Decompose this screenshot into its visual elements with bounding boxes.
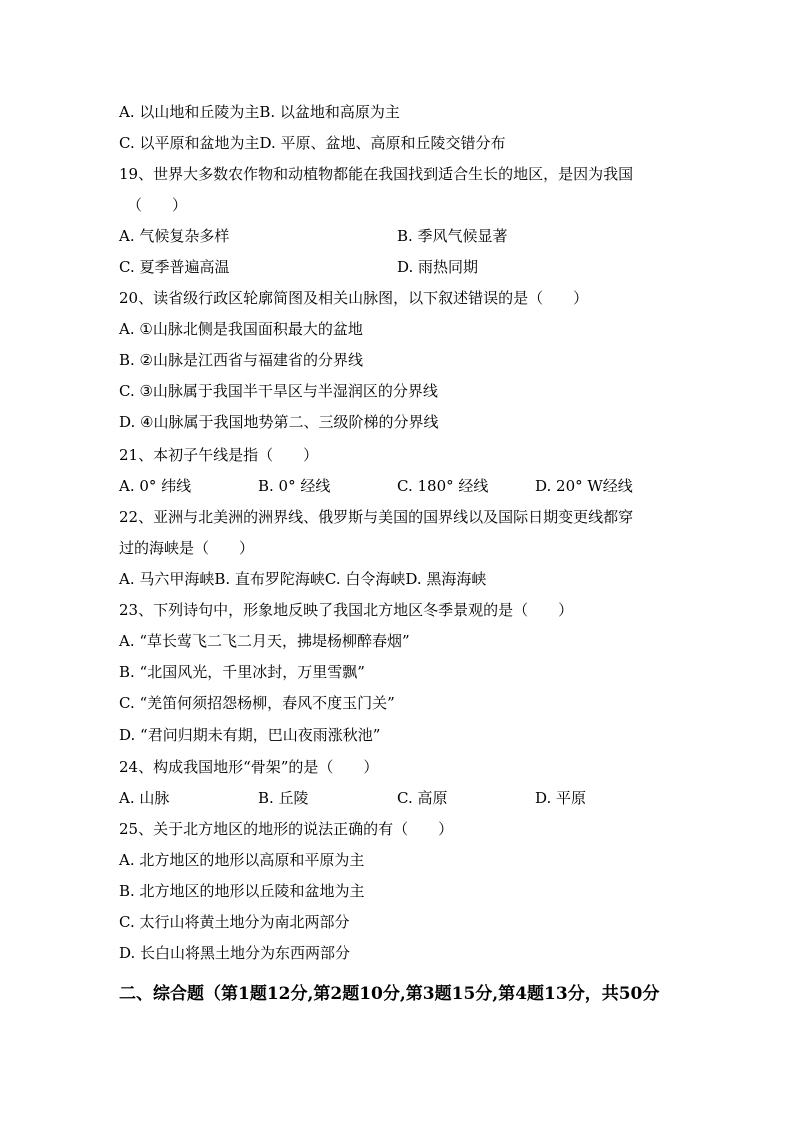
q22-text-cont: 过的海峡是（ ） bbox=[119, 539, 255, 557]
q25-option-b: B. 北方地区的地形以丘陵和盆地为主 bbox=[119, 882, 365, 900]
q21-option-a: A. 0° 纬线 bbox=[119, 477, 192, 495]
q24-option-d: D. 平原 bbox=[535, 789, 587, 807]
q18-options-cd: C. 以平原和盆地为主D. 平原、盆地、高原和丘陵交错分布 bbox=[119, 134, 506, 152]
q20-option-c: C. ③山脉属于我国半干旱区与半湿润区的分界线 bbox=[119, 382, 438, 400]
q19-text: 19、世界大多数农作物和动植物都能在我国找到适合生长的地区，是因为我国 bbox=[119, 165, 634, 183]
q20-option-a: A. ①山脉北侧是我国面积最大的盆地 bbox=[119, 320, 363, 338]
q25-option-d: D. 长白山将黑土地分为东西两部分 bbox=[119, 944, 351, 962]
q19-option-c: C. 夏季普遍高温 bbox=[119, 258, 230, 276]
q18-options-ab: A. 以山地和丘陵为主B. 以盆地和高原为主 bbox=[119, 103, 400, 121]
q24-option-c: C. 高原 bbox=[397, 789, 448, 807]
q21-option-d: D. 20° W经线 bbox=[535, 477, 633, 495]
q24-option-a: A. 山脉 bbox=[119, 789, 170, 807]
q21-option-b: B. 0° 经线 bbox=[258, 477, 331, 495]
q25-text: 25、关于北方地区的地形的说法正确的有（ ） bbox=[119, 820, 454, 838]
q24-text: 24、构成我国地形“骨架”的是（ ） bbox=[119, 758, 379, 776]
q20-text: 20、读省级行政区轮廓简图及相关山脉图，以下叙述错误的是（ ） bbox=[119, 289, 589, 307]
section-title-comprehensive: 二、综合题（第1题12分,第2题10分,第3题15分,第4题13分，共50分 bbox=[119, 984, 660, 1004]
q24-option-b: B. 丘陵 bbox=[258, 789, 309, 807]
q21-text: 21、本初子午线是指（ ） bbox=[119, 446, 319, 464]
q22-options: A. 马六甲海峡B. 直布罗陀海峡C. 白令海峡D. 黑海海峡 bbox=[119, 570, 487, 588]
q19-option-b: B. 季风气候显著 bbox=[397, 227, 508, 245]
q23-option-a: A. “草长莺飞二飞二月天，拂堤杨柳醉春烟” bbox=[119, 632, 410, 650]
q23-text: 23、下列诗句中，形象地反映了我国北方地区冬季景观的是（ ） bbox=[119, 601, 574, 619]
q19-option-d: D. 雨热同期 bbox=[397, 258, 479, 276]
q19-option-a: A. 气候复杂多样 bbox=[119, 227, 230, 245]
q23-option-b: B. “北国风光，千里冰封，万里雪飘” bbox=[119, 663, 365, 681]
q22-text: 22、亚洲与北美洲的洲界线、俄罗斯与美国的国界线以及国际日期变更线都穿 bbox=[119, 508, 634, 526]
q19-blank: （ ） bbox=[127, 196, 188, 214]
q23-option-d: D. “君问归期未有期，巴山夜雨涨秋池” bbox=[119, 726, 381, 744]
q25-option-a: A. 北方地区的地形以高原和平原为主 bbox=[119, 851, 365, 869]
q20-option-d: D. ④山脉属于我国地势第二、三级阶梯的分界线 bbox=[119, 413, 439, 431]
q20-option-b: B. ②山脉是江西省与福建省的分界线 bbox=[119, 351, 364, 369]
q25-option-c: C. 太行山将黄土地分为南北两部分 bbox=[119, 913, 350, 931]
q21-option-c: C. 180° 经线 bbox=[397, 477, 489, 495]
q23-option-c: C. “羌笛何须招怨杨柳，春风不度玉门关” bbox=[119, 694, 395, 712]
